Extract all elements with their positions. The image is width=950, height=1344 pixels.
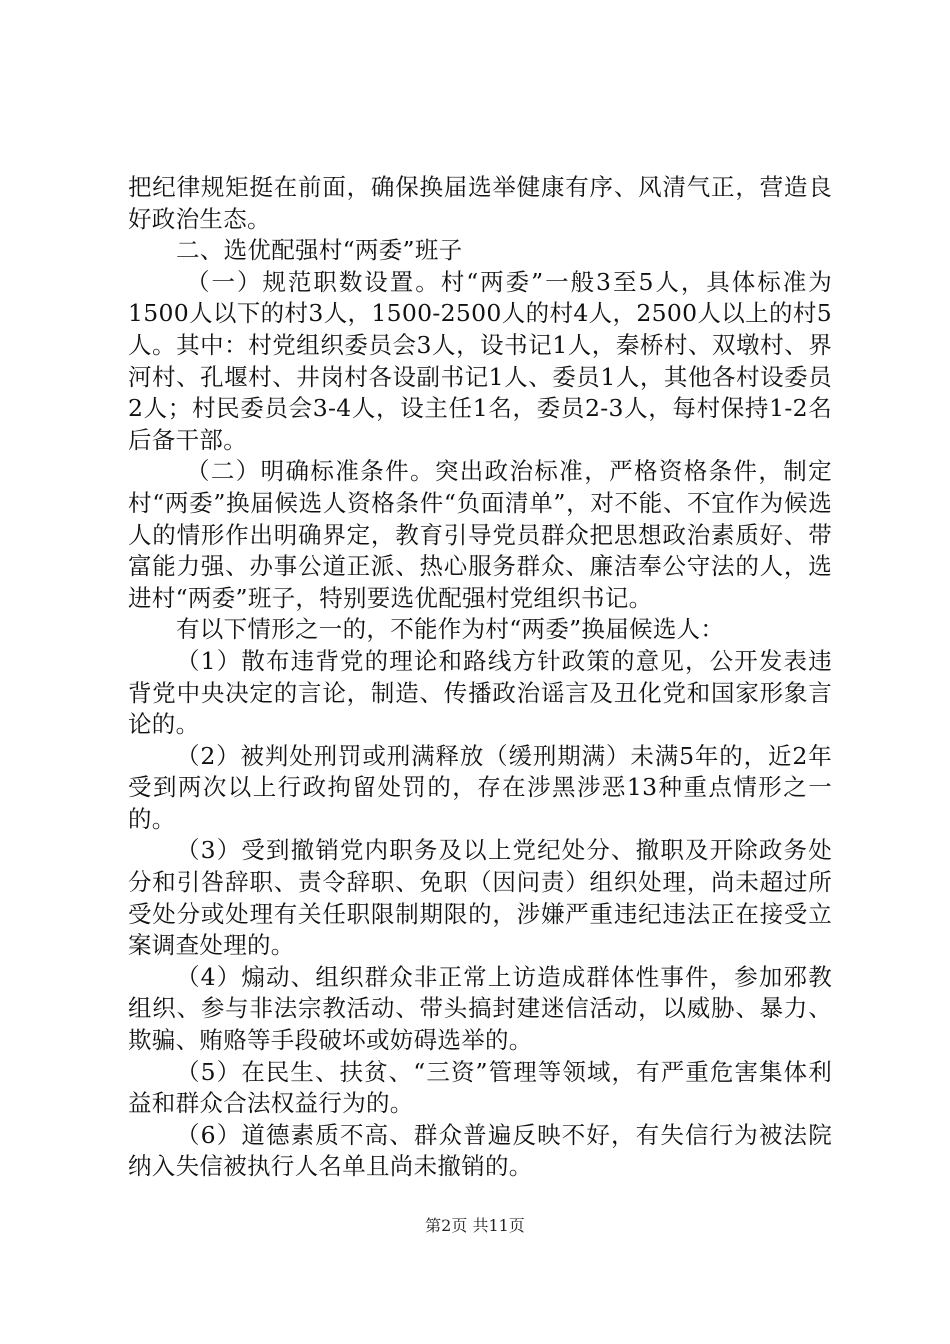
list-item-5: （5）在民生、扶贫、“三资”管理等领域，有严重危害集体利益和群众合法权益行为的。 <box>128 1057 832 1118</box>
list-item-1: （1）散布违背党的理论和路线方针政策的意见，公开发表违背党中央决定的言论，制造、传播政治谣言及丑化党和国家形象言论的。 <box>128 646 832 739</box>
paragraph-continuation: 把纪律规矩挺在前面，确保换届选举健康有序、风清气正，营造良好政治生态。 <box>128 173 832 233</box>
list-item-6: （6）道德素质不高、群众普遍反映不好，有失信行为被法院纳入失信被执行人名单且尚未撤销的。 <box>128 1120 832 1181</box>
paragraph-exclusion-intro: 有以下情形之一的，不能作为村“两委”换届候选人： <box>176 615 725 644</box>
page-number-footer: 第2页 共11页 <box>425 1216 525 1235</box>
list-item-2: （2）被判处刑罚或刑满释放（缓刑期满）未满5年的，近2年受到两次以上行政拘留处罚的，存在涉黑涉恶13种重点情形之一的。 <box>128 741 832 833</box>
paragraph-position-setting: （一）规范职数设置。村“两委”一般3至5人，具体标准为1500人以下的村3人，1500-2500人的村4人，2500人以上的村5人。其中：村党组织委员会3人，设书记1人，秦桥村、双墩村、界河村、孔堰村、井岗村各设副书记1人、委员1人，其他各村设委员2人；村民委员会3-4人，设主任1名，委员2-3人，每村保持1-2名后备干部。 <box>128 267 832 454</box>
list-item-4: （4）煽动、组织群众非正常上访造成群体性事件，参加邪教组织、参与非法宗教活动、带头搞封建迷信活动，以威胁、暴力、欺骗、贿赂等手段破坏或妨碍选举的。 <box>128 962 832 1055</box>
section-heading-two: 二、选优配强村“两委”班子 <box>176 236 463 265</box>
list-item-3: （3）受到撤销党内职务及以上党纪处分、撤职及开除政务处分和引咎辞职、责令辞职、免职（因问责）组织处理，尚未超过所受处分或处理有关任职限制期限的，涉嫌严重违纪违法正在接受立案调查处理的。 <box>128 836 832 960</box>
document-body <box>128 172 832 1183</box>
paragraph-standard-conditions: （二）明确标准条件。突出政治标准，严格资格条件，制定村“两委”换届候选人资格条件“负面清单”，对不能、不宜作为候选人的情形作出明确界定，教育引导党员群众把思想政治素质好、带富能力强、办事公道正派、热心服务群众、廉洁奉公守法的人，选进村“两委”班子，特别要选优配强村党组织书记。 <box>128 457 832 612</box>
